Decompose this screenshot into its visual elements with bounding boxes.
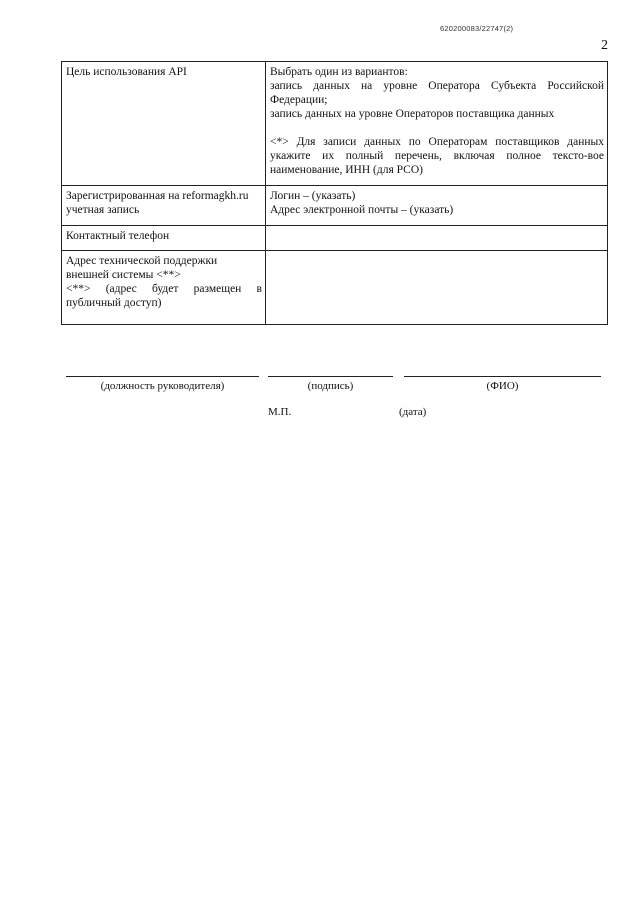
- email-field-text: Адрес электронной почты – (указать): [270, 204, 454, 216]
- page-number: 2: [601, 38, 608, 53]
- table-row: [62, 226, 608, 251]
- name-label: (ФИО): [486, 380, 519, 392]
- phone-label: Контактный телефон: [66, 230, 170, 242]
- api-purpose-option-suppliers: запись данных на уровне Операторов поставщика данных: [270, 108, 555, 120]
- form-table: [61, 61, 608, 325]
- table-row: [62, 186, 608, 226]
- support-address-note: <**> (адрес будет размещен в публичный доступ): [66, 283, 262, 309]
- support-address-label: Адрес технической поддержки внешней системы <**>: [66, 255, 218, 281]
- account-label: Зарегистрированная на reformagkh.ru учетная запись: [66, 190, 249, 216]
- api-purpose-label: Цель использования API: [66, 66, 187, 78]
- support-address-value-cell: [266, 251, 608, 325]
- phone-value-cell: [266, 226, 608, 251]
- signature-block: [0, 376, 640, 436]
- stamp-label: М.П.: [268, 406, 292, 418]
- row-value: [266, 186, 608, 226]
- signature-line: [268, 376, 393, 377]
- name-signature-line: [404, 376, 601, 377]
- api-purpose-option-subject: запись данных на уровне Оператора Субъекта Российской Федерации;: [270, 80, 604, 106]
- api-purpose-option-header: Выбрать один из вариантов:: [270, 66, 408, 78]
- row-label: [62, 62, 266, 186]
- position-label: (должность руководителя): [100, 380, 225, 392]
- login-field-text: Логин – (указать): [270, 190, 356, 202]
- row-label: [62, 226, 266, 251]
- row-label: [62, 251, 266, 325]
- position-signature-line: [66, 376, 259, 377]
- doc-id: 620200083/22747(2): [440, 24, 514, 33]
- date-label: (дата): [399, 406, 427, 418]
- row-label: [62, 186, 266, 226]
- table-row: [62, 62, 608, 186]
- api-purpose-note: <*> Для записи данных по Операторам поставщиков данных укажите их полный перечень, включая полное тексто-вое наименование, ИНН (для РСО): [270, 136, 604, 176]
- spacer: [270, 121, 604, 135]
- signature-label: (подпись): [307, 380, 354, 392]
- row-value: [266, 62, 608, 186]
- table-row: [62, 251, 608, 325]
